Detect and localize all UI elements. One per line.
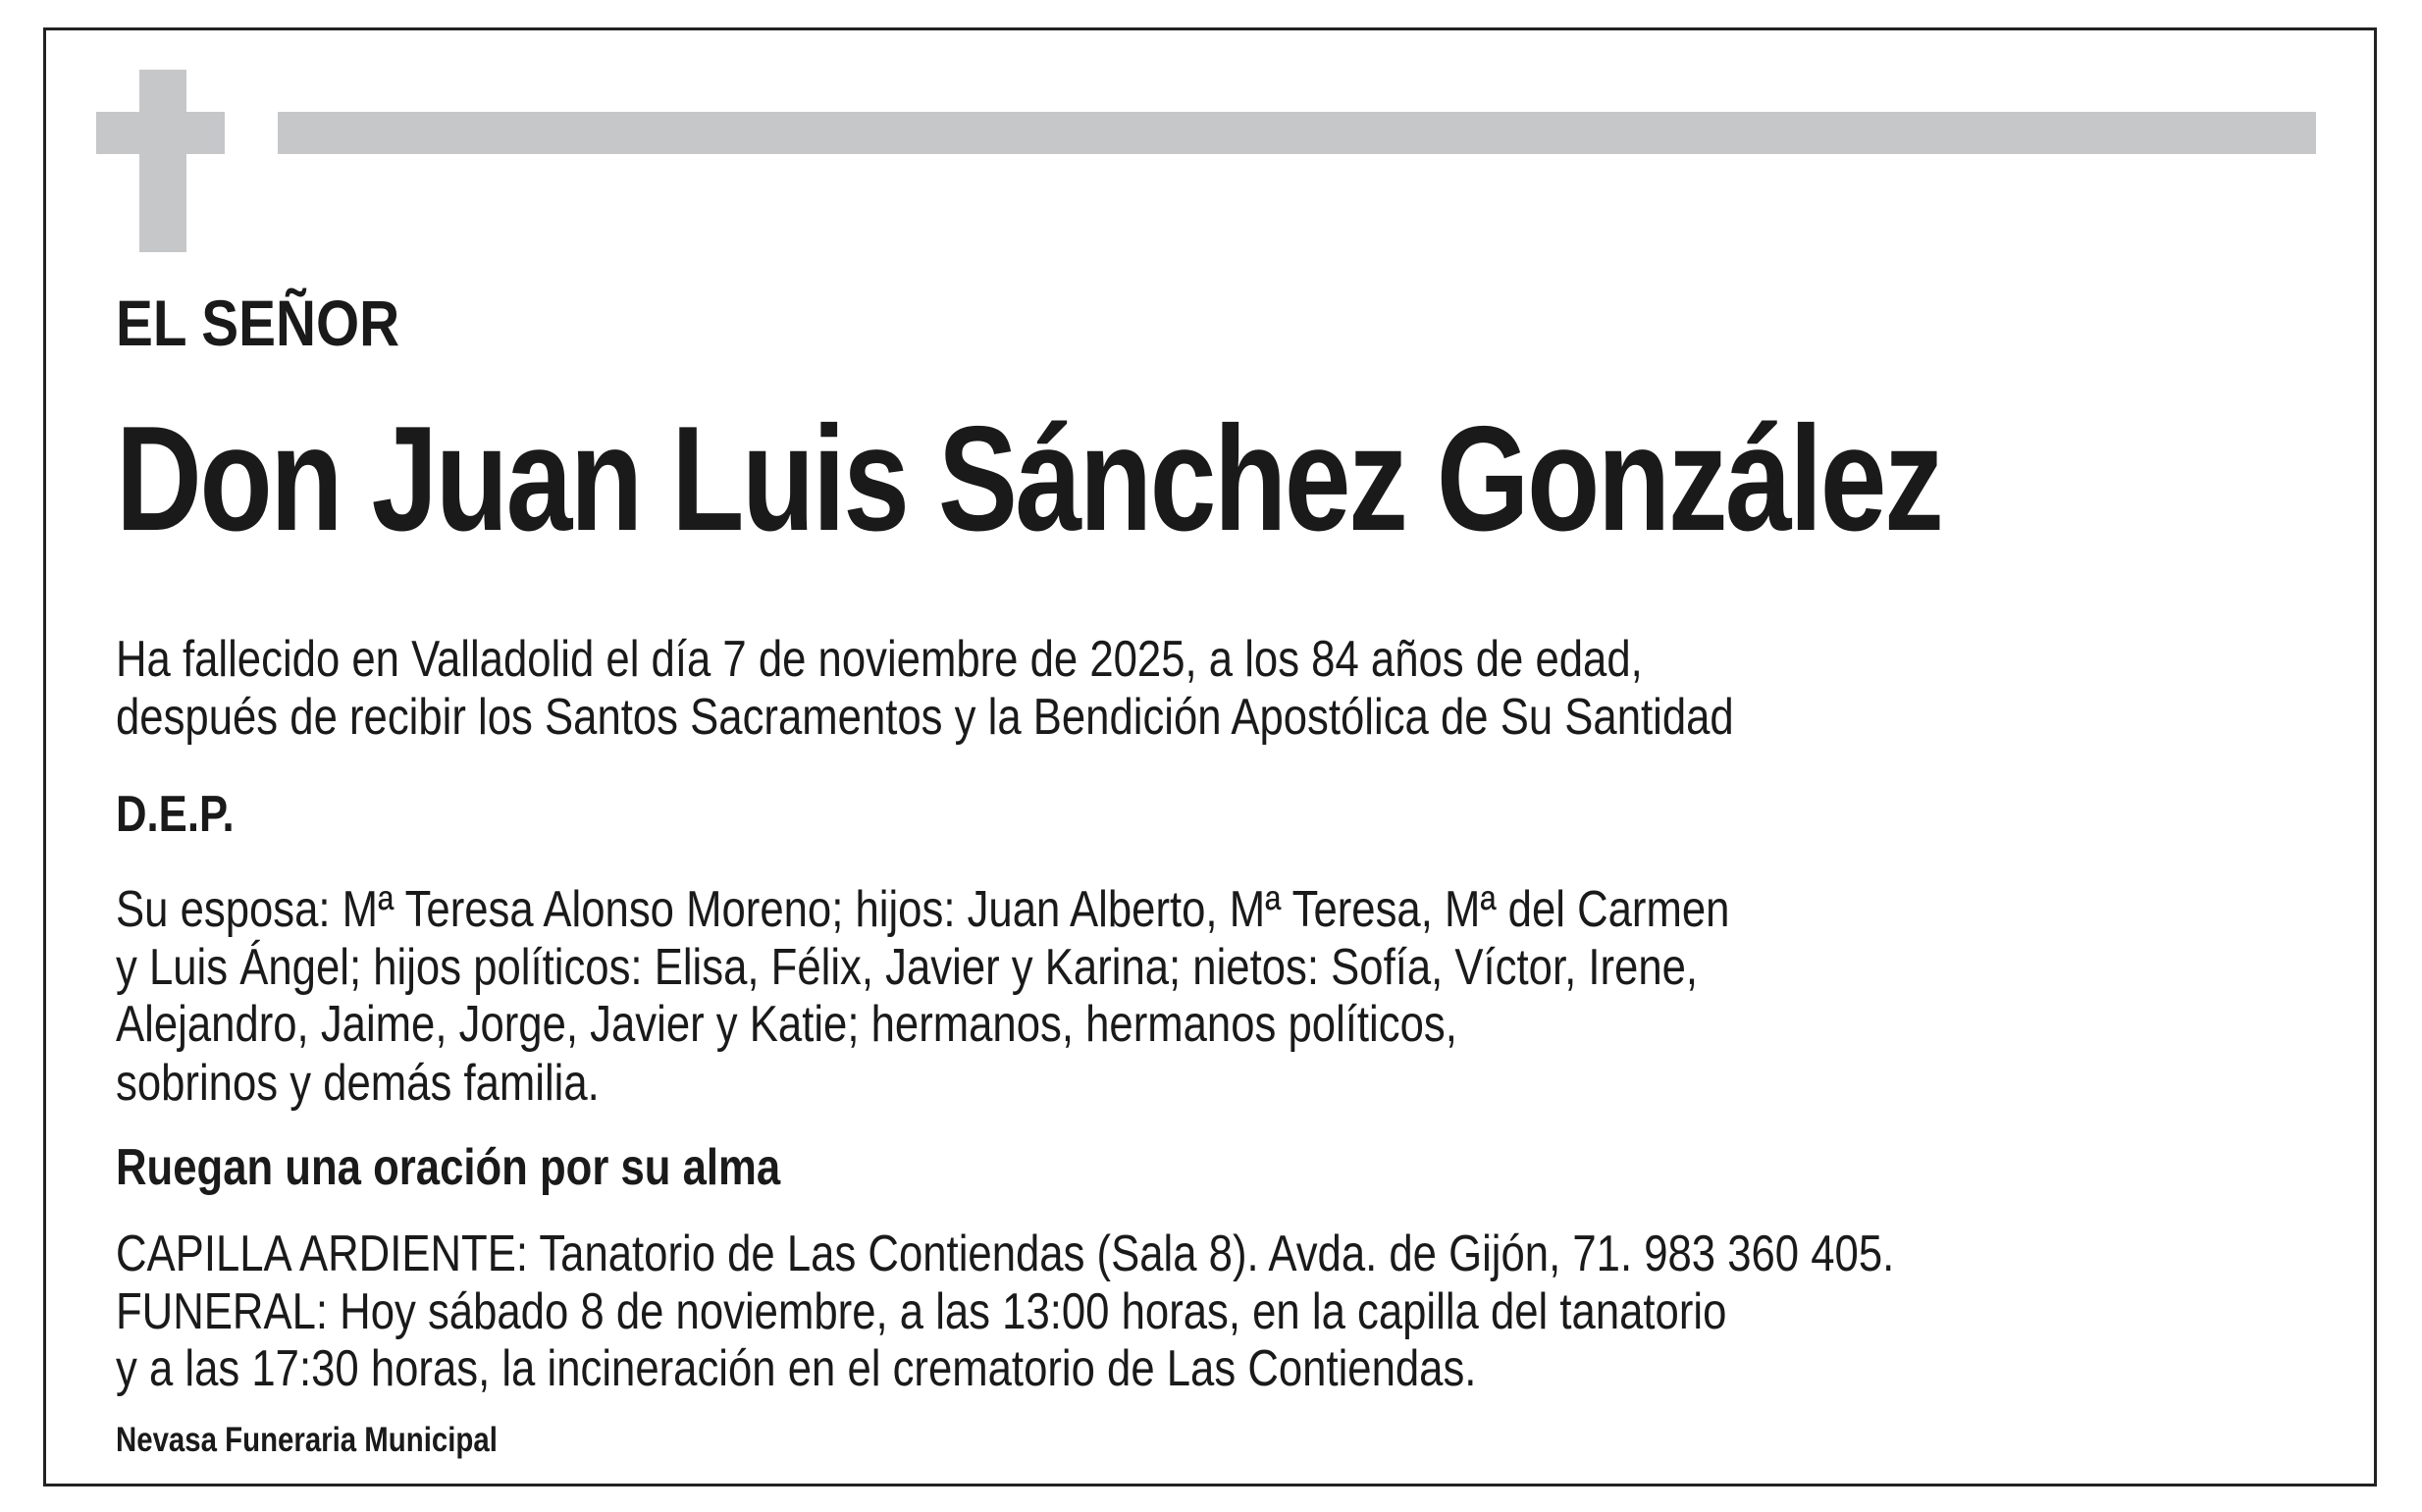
- service-line: FUNERAL: Hoy sábado 8 de noviembre, a las 13:00 horas, en la capilla del tanatorio: [116, 1283, 1727, 1340]
- family-line: sobrinos y demás familia.: [116, 1055, 600, 1112]
- prayer-request: Ruegan una oración por su alma: [116, 1139, 781, 1196]
- family-line: Su esposa: Mª Teresa Alonso Moreno; hijos: Juan Alberto, Mª Teresa, Mª del Carmen: [116, 881, 1730, 938]
- announcement-line: Ha fallecido en Valladolid el día 7 de noviembre de 2025, a los 84 años de edad,: [116, 631, 1643, 688]
- header-bar: [278, 112, 2316, 154]
- deceased-name: Don Juan Luis Sánchez González: [116, 395, 1942, 562]
- title-prefix: EL SEÑOR: [116, 287, 400, 359]
- service-line: y a las 17:30 horas, la incineración en el crematorio de Las Contiendas.: [116, 1340, 1477, 1397]
- service-line: CAPILLA ARDIENTE: Tanatorio de Las Contiendas (Sala 8). Avda. de Gijón, 71. 983 360 405.: [116, 1225, 1895, 1282]
- announcement-line: después de recibir los Santos Sacramentos y la Bendición Apostólica de Su Santidad: [116, 689, 1734, 746]
- family-line: y Luis Ángel; hijos políticos: Elisa, Félix, Javier y Karina; nietos: Sofía, Víctor, Irene,: [116, 939, 1699, 996]
- family-line: Alejandro, Jaime, Jorge, Javier y Katie; hermanos, hermanos políticos,: [116, 996, 1457, 1053]
- funeral-home: Nevasa Funeraria Municipal: [116, 1421, 498, 1459]
- dep-label: D.E.P.: [116, 786, 235, 843]
